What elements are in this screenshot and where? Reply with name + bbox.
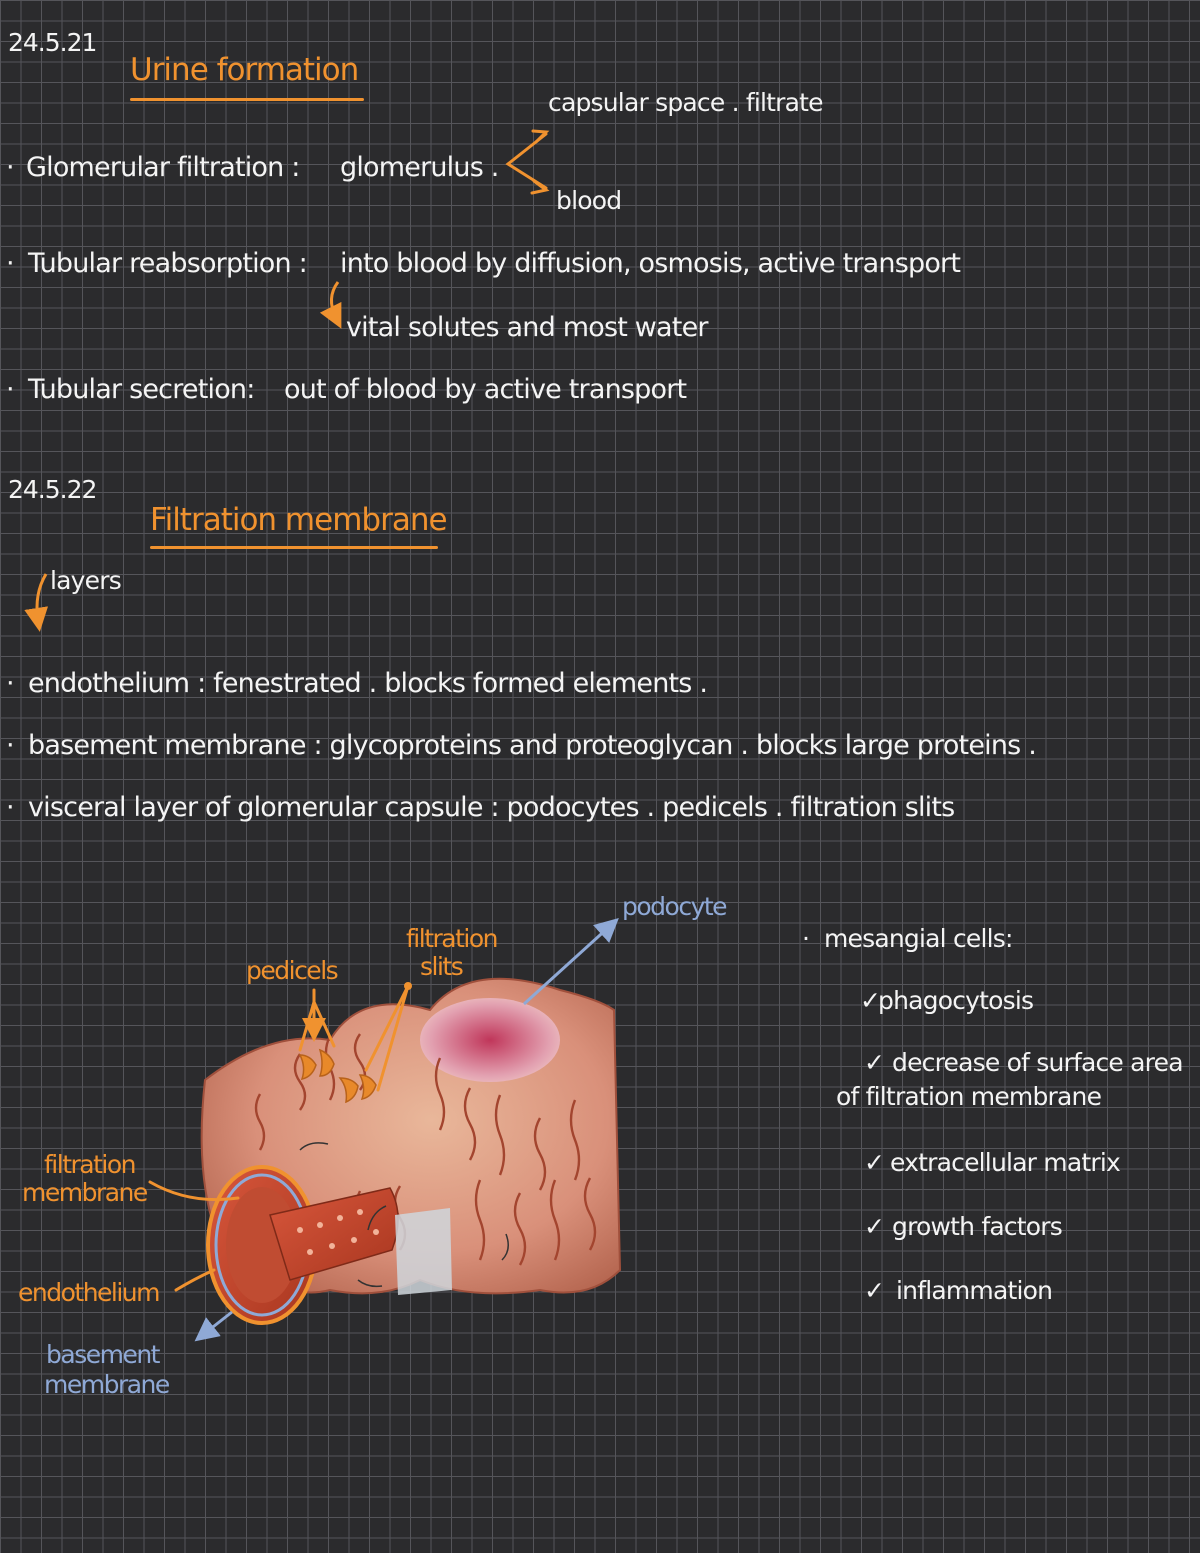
label-basement-membrane-line2: membrane bbox=[44, 1370, 169, 1399]
title-urine-formation: Urine formation bbox=[130, 52, 359, 88]
glomerular-filtration-term: Glomerular filtration : bbox=[26, 152, 300, 183]
check-5: ✓ bbox=[864, 1276, 885, 1305]
orange-pointer-dots bbox=[404, 982, 412, 990]
layers-label: layers bbox=[50, 566, 121, 595]
label-endothelium: endothelium bbox=[18, 1278, 160, 1307]
layer-visceral-capsule: visceral layer of glomerular capsule : podocytes . pedicels . filtration slits bbox=[28, 792, 955, 823]
mesangial-title: mesangial cells: bbox=[824, 924, 1013, 953]
tubular-secretion-term: Tubular secretion: bbox=[28, 374, 255, 405]
tubular-reabsorption-text: into blood by diffusion, osmosis, active transport bbox=[340, 248, 961, 279]
filtration-membrane-illustration bbox=[202, 979, 620, 1323]
check-2: ✓ bbox=[864, 1048, 885, 1077]
branch-arrows bbox=[508, 131, 546, 193]
glomerular-filtration-text: glomerulus . bbox=[340, 152, 499, 183]
label-filtration-membrane-line2: membrane bbox=[22, 1178, 147, 1207]
title-filtration-membrane: Filtration membrane bbox=[150, 502, 447, 538]
check-3: ✓ bbox=[864, 1148, 885, 1177]
membrane-block bbox=[395, 1208, 452, 1295]
bullet-mesangial: · bbox=[802, 924, 810, 953]
layers-arrow bbox=[37, 574, 46, 620]
tubular-reabsorption-term: Tubular reabsorption : bbox=[28, 248, 307, 279]
label-basement-membrane-line1: basement bbox=[46, 1340, 159, 1369]
bullet-glomerular: · bbox=[6, 152, 14, 183]
check-4: ✓ bbox=[864, 1212, 885, 1241]
bullet-reabsorption: · bbox=[6, 248, 14, 279]
mesangial-decrease-surface-line2: of filtration membrane bbox=[836, 1082, 1102, 1111]
mesangial-decrease-surface: decrease of surface area bbox=[892, 1048, 1183, 1077]
mesangial-extracellular-matrix: extracellular matrix bbox=[890, 1148, 1120, 1177]
tubular-reabsorption-sub: vital solutes and most water bbox=[346, 312, 708, 343]
glomerulus-branch-up: capsular space . filtrate bbox=[548, 88, 823, 117]
mesangial-phagocytosis: phagocytosis bbox=[878, 986, 1034, 1015]
check-1: ✓ bbox=[860, 986, 881, 1015]
mesangial-inflammation: inflammation bbox=[896, 1276, 1053, 1305]
label-pedicels: pedicels bbox=[246, 956, 338, 985]
podocyte-nucleus bbox=[420, 998, 560, 1082]
bullet-basement: · bbox=[6, 730, 14, 761]
layer-endothelium: endothelium : fenestrated . blocks formed elements . bbox=[28, 668, 708, 699]
label-filtration-membrane-line1: filtration bbox=[44, 1150, 135, 1179]
bullet-secretion: · bbox=[6, 374, 14, 405]
layer-basement-membrane: basement membrane : glycoproteins and proteoglycan . blocks large proteins . bbox=[28, 730, 1036, 761]
glomerulus-branch-down: blood bbox=[556, 186, 622, 215]
reabsorption-arrow bbox=[331, 282, 338, 318]
date-2: 24.5.22 bbox=[8, 475, 97, 504]
basement-pointer bbox=[204, 1312, 232, 1334]
label-filtration-slits-line2: slits bbox=[420, 952, 463, 981]
label-filtration-slits-line1: filtration bbox=[406, 924, 497, 953]
mesangial-growth-factors: growth factors bbox=[892, 1212, 1063, 1241]
branch-arrow-path bbox=[508, 134, 546, 188]
bullet-visceral: · bbox=[6, 792, 14, 823]
date-1: 24.5.21 bbox=[8, 28, 97, 57]
tubular-secretion-text: out of blood by active transport bbox=[284, 374, 687, 405]
label-podocyte: podocyte bbox=[622, 892, 727, 921]
bullet-endothelium: · bbox=[6, 668, 14, 699]
